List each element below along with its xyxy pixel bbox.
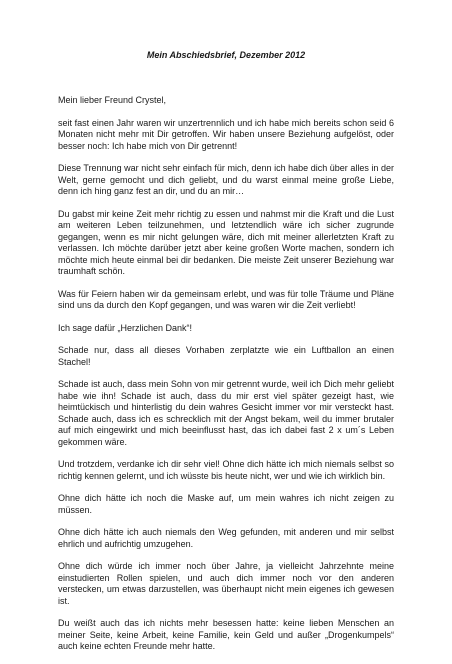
letter-paragraph: Ohne dich würde ich immer noch über Jahre, ja vielleicht Jahrzehnte meine einstudierten Rollen spielen, und auch dich immer noch vor den anderen verstecken, um etwas darzustellen, was überhaupt nicht mein eigenes ich gewesen ist. [58, 561, 394, 606]
letter-paragraph: Du weißt auch das ich nichts mehr besessen hatte: keine lieben Menschen an meiner Seite, keine Arbeit, keine Familie, kein Geld und außer „Drogenkumpels“ auch keine echten Freunde mehr hatte. [58, 618, 394, 651]
letter-paragraph: Du gabst mir keine Zeit mehr richtig zu essen und nahmst mir die Kraft und die Lust am weiteren Leben teilzunehmen, und letztendlich wäre ich sicher zugrunde gegangen, wenn es mir nicht gelungen wäre, dich mit meiner allerletzten Kraft zu verlassen. Ich möchte darüber jetzt aber keine großen Worte machen, sondern ich möchte mich heute einmal bei dir bedanken. Die meiste Zeit unserer Beziehung war traumhaft schön. [58, 208, 394, 276]
letter-paragraph: Was für Feiern haben wir da gemeinsam erlebt, und was für tolle Träume und Pläne sind uns da durch den Kopf gegangen, und was waren wir die Zeit verliebt! [58, 288, 394, 310]
letter-paragraph: seit fast einen Jahr waren wir unzertrennlich und ich habe mich bereits schon seid 6 Monaten nicht mehr mit Dir getroffen. Wir haben unsere Beziehung aufgelöst, oder besser noch: Ich habe mich von Dir getrennt! [58, 117, 394, 151]
letter-greeting: Mein lieber Freund Crystel, [58, 95, 167, 105]
letter-title: Mein Abschiedsbrief, Dezember 2012 [146, 50, 306, 60]
letter-paragraph: Ohne dich hätte ich noch die Maske auf, um mein wahres ich nicht zeigen zu müssen. [58, 493, 394, 515]
letter-paragraph: Schade ist auch, dass mein Sohn von mir getrennt wurde, weil ich Dich mehr geliebt habe wie ihn! Schade ist auch, dass du mir erst viel später gezeigt hast, wie heimtückisch und hinterlistig du dein wahres Gesicht immer vor mir versteckt hast. Schade auch, dass ich es schrecklich mit der Angst bekam, weil du immer brutaler auf mich eingewirkt und mich beeinflusst hast, das ich dabei fast 2 x um´s Leben gekommen wäre. [58, 379, 394, 447]
letter-paragraph: Diese Trennung war nicht sehr einfach für mich, denn ich habe dich über alles in der Welt, gerne gemocht und dich geliebt, und du warst einmal meine große Liebe, denn ich hing ganz fest an dir, und du an mir… [58, 163, 394, 196]
letter-paragraph: Ich sage dafür „Herzlichen Dank“! [58, 322, 193, 333]
letter-paragraph: Schade nur, dass all dieses Vorhaben zerplatzte wie ein Luftballon an einen Stachel! [58, 345, 394, 367]
letter-body [58, 95, 394, 664]
letter-paragraph: Und trotzdem, verdanke ich dir sehr viel! Ohne dich hätte ich mich niemals selbst so richtig kennen gelernt, und ich wüsste bis heute nicht, wer und wie ich wirklich bin. [58, 459, 394, 481]
letter-page [58, 50, 394, 651]
letter-paragraph: Ohne dich hätte ich auch niemals den Weg gefunden, mit anderen und mir selbst ehrlich und aufrichtig umzugehen. [58, 527, 394, 549]
